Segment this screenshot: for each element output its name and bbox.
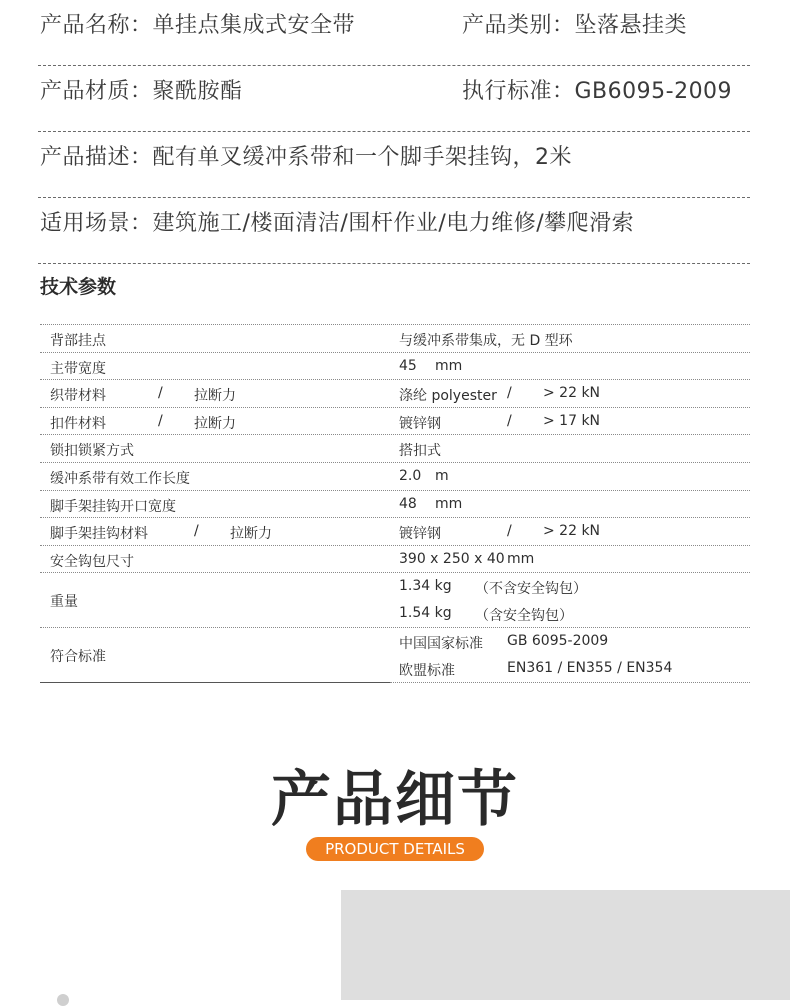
details-title: 产品细节	[271, 765, 519, 835]
spec-slash: /	[158, 385, 163, 402]
product-description-text: 产品描述：配有单叉缓冲系带和一个脚手架挂钩，2米	[40, 145, 572, 170]
spec-note: EN361 / EN355 / EN354	[507, 660, 673, 677]
info-row-scenarios	[38, 198, 750, 264]
spec-label: 安全钩包尺寸	[50, 553, 134, 570]
product-category-text: 产品类别：坠落悬挂类	[462, 13, 688, 38]
spec-value: 390 x 250 x 40	[399, 550, 505, 567]
spec-value: 与缓冲系带集成，无 D 型环	[399, 333, 573, 349]
spec-label-secondary: 拉断力	[230, 526, 272, 543]
table-row	[40, 434, 750, 462]
spec-slash: /	[158, 412, 163, 429]
spec-value-secondary: > 22 kN	[543, 523, 601, 540]
spec-value: 45	[399, 357, 417, 374]
spec-table	[40, 324, 750, 682]
spec-label: 锁扣锁紧方式	[50, 443, 134, 460]
table-bottom-border-right	[390, 682, 750, 683]
spec-value: 搭扣式	[399, 443, 441, 460]
details-subtitle-badge: PRODUCT DETAILS	[306, 837, 484, 861]
spec-unit: m	[435, 467, 449, 484]
table-row	[40, 517, 750, 545]
spec-slash: /	[507, 412, 512, 429]
spec-slash: /	[507, 385, 512, 402]
spec-value: 中国国家标准	[399, 636, 483, 653]
table-row	[40, 490, 750, 518]
product-standard-text: 执行标准：GB6095-2009	[462, 79, 733, 104]
info-row-material	[38, 66, 750, 132]
spec-label: 缓冲系带有效工作长度	[50, 470, 190, 487]
spec-label: 织带材料	[50, 388, 106, 405]
spec-value-secondary: > 17 kN	[543, 412, 601, 429]
section-title: 技术参数	[40, 276, 117, 298]
table-bottom-border-left	[40, 682, 390, 683]
spec-value: 48	[399, 495, 417, 512]
spec-label-secondary: 拉断力	[194, 388, 236, 405]
spec-note: （含安全钩包）	[475, 608, 573, 625]
spec-slash: /	[194, 523, 199, 540]
spec-value: 欧盟标准	[399, 663, 455, 680]
spec-value: 1.54 kg	[399, 605, 452, 622]
table-row	[40, 462, 750, 490]
spec-slash: /	[507, 523, 512, 540]
spec-value: 2.0	[399, 467, 422, 484]
spec-note: GB 6095-2009	[507, 633, 609, 650]
spec-value: 镀锌钢	[399, 526, 441, 543]
product-image-panel	[341, 890, 790, 1000]
spec-label: 背部挂点	[50, 333, 106, 349]
table-row	[40, 407, 750, 435]
table-row	[40, 379, 750, 407]
spec-value: 镀锌钢	[399, 415, 441, 432]
product-name-text: 产品名称：单挂点集成式安全带	[40, 13, 356, 38]
spec-value: 1.34 kg	[399, 578, 452, 595]
spec-note: （不含安全钩包）	[475, 581, 587, 598]
product-scenarios-text: 适用场景：建筑施工/楼面清洁/围杆作业/电力维修/攀爬滑索	[40, 211, 635, 236]
spec-value-secondary: > 22 kN	[543, 385, 601, 402]
spec-label: 脚手架挂钩材料	[50, 526, 148, 543]
table-row	[40, 352, 750, 380]
table-row	[40, 627, 750, 682]
info-row-description	[38, 132, 750, 198]
spec-label: 符合标准	[50, 649, 106, 666]
spec-value: 涤纶 polyester	[399, 388, 497, 405]
spec-unit: mm	[507, 550, 535, 567]
spec-unit: mm	[435, 357, 463, 374]
spec-unit: mm	[435, 495, 463, 512]
table-row	[40, 572, 750, 627]
table-row	[40, 324, 750, 352]
spec-label: 扣件材料	[50, 415, 106, 432]
table-row	[40, 545, 750, 573]
spec-label-secondary: 拉断力	[194, 415, 236, 432]
spec-label: 脚手架挂钩开口宽度	[50, 498, 176, 515]
spec-label: 主带宽度	[50, 360, 106, 377]
info-row-name	[38, 0, 750, 66]
product-material-text: 产品材质：聚酰胺酯	[40, 79, 243, 104]
decorative-dot	[57, 994, 69, 1006]
spec-label: 重量	[50, 594, 78, 611]
